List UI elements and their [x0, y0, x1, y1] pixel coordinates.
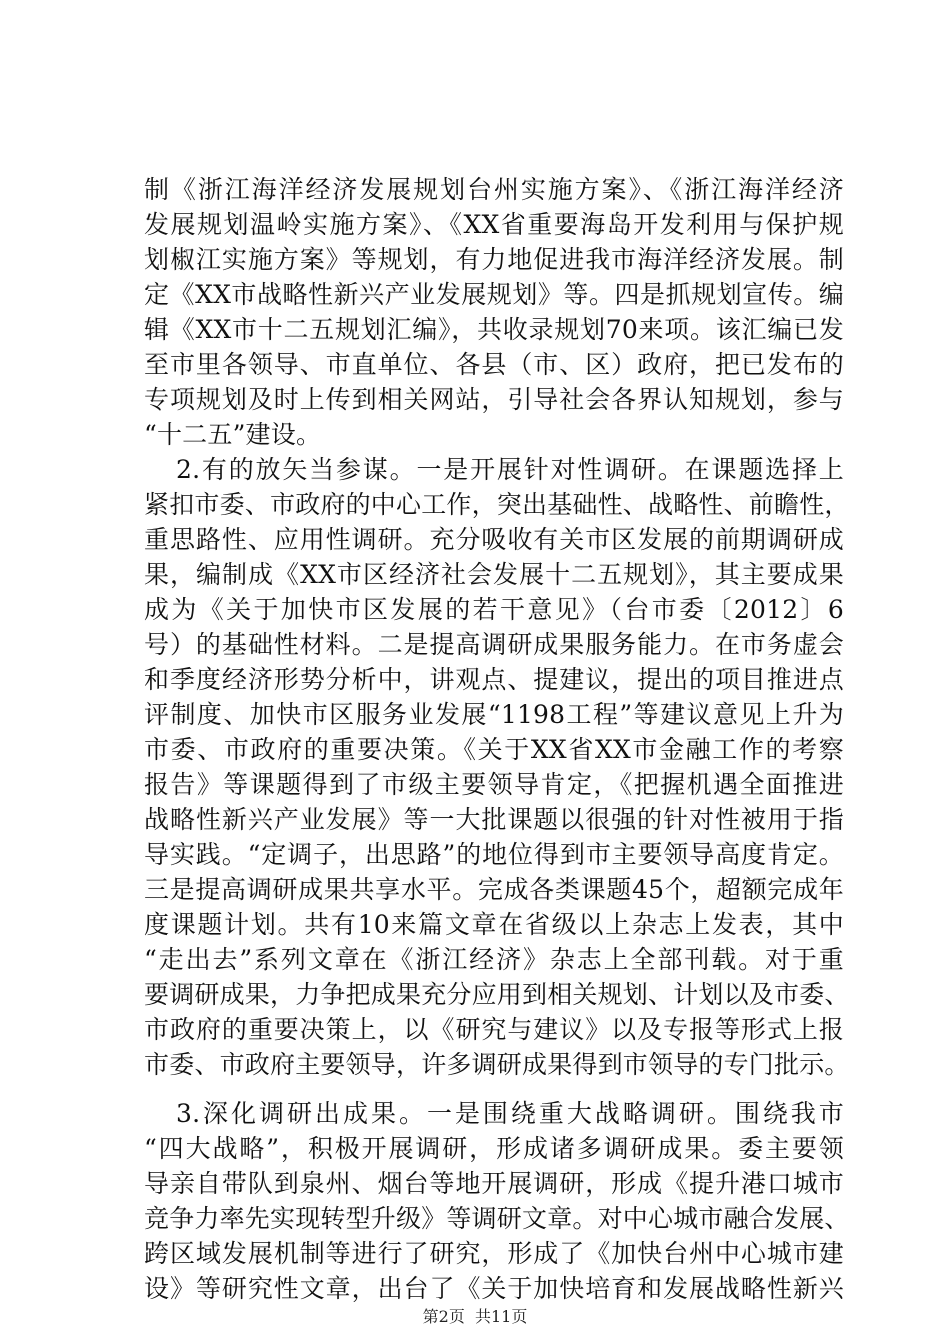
text-line: 辑《XX市十二五规划汇编》，共收录规划70来项。该汇编已发: [144, 315, 844, 344]
text-line: 设》等研究性文章，出台了《关于加快培育和发展战略性新兴: [144, 1274, 844, 1303]
text-line: 专项规划及时上传到相关网站，引导社会各界认知规划，参与: [144, 385, 844, 414]
text-line: 度课题计划。共有10来篇文章在省级以上杂志上发表，其中: [144, 910, 844, 939]
text-line: “四大战略”，积极开展调研，形成诸多调研成果。委主要领: [144, 1134, 844, 1163]
text-line: 成为《关于加快市区发展的若干意见》（台市委〔2012〕6: [144, 595, 844, 624]
text-line: 号）的基础性材料。二是提高调研成果服务能力。在市务虚会: [144, 630, 844, 659]
text-line: 战略性新兴产业发展》等一大批课题以很强的针对性被用于指: [144, 805, 844, 834]
text-line: 导亲自带队到泉州、烟台等地开展调研，形成《提升港口城市: [144, 1169, 844, 1198]
text-line: 市委、市政府主要领导，许多调研成果得到市领导的专门批示。: [144, 1050, 850, 1079]
text-line: “十二五”建设。: [144, 420, 322, 449]
text-line: 发展规划温岭实施方案》、《XX省重要海岛开发利用与保护规: [144, 210, 844, 239]
text-line: 跨区域发展机制等进行了研究，形成了《加快台州中心城市建: [144, 1239, 844, 1268]
text-line: 紧扣市委、市政府的中心工作，突出基础性、战略性、前瞻性，: [144, 490, 850, 519]
paragraph-heading-2: 2.有的放矢当参谋。一是开展针对性调研。在课题选择上: [176, 455, 844, 484]
text-line: 重思路性、应用性调研。充分吸收有关市区发展的前期调研成: [144, 525, 844, 554]
text-line: 要调研成果，力争把成果充分应用到相关规划、计划以及市委、: [144, 980, 850, 1009]
text-line: 至市里各领导、市直单位、各县（市、区）政府，把已发布的: [144, 350, 844, 379]
text-line: 报告》等课题得到了市级主要领导肯定，《把握机遇全面推进: [144, 770, 844, 799]
text-line: 评制度、加快市区服务业发展“1198工程”等建议意见上升为: [144, 700, 844, 729]
text-line: 导实践。“定调子，出思路”的地位得到市主要领导高度肯定。: [144, 840, 844, 869]
text-line: 划椒江实施方案》等规划，有力地促进我市海洋经济发展。制: [144, 245, 844, 274]
text-line: “走出去”系列文章在《浙江经济》杂志上全部刊载。对于重: [144, 945, 844, 974]
text-line: 竞争力率先实现转型升级》等调研文章。对中心城市融合发展、: [144, 1204, 850, 1233]
paragraph-heading-3: 3.深化调研出成果。一是围绕重大战略调研。围绕我市: [176, 1099, 844, 1128]
text-line: 市政府的重要决策上，以《研究与建议》以及专报等形式上报: [144, 1015, 844, 1044]
text-line: 定《XX市战略性新兴产业发展规划》等。四是抓规划宣传。编: [144, 280, 844, 309]
text-line: 市委、市政府的重要决策。《关于XX省XX市金融工作的考察: [144, 735, 844, 764]
page-footer: [0, 1306, 950, 1328]
text-line: 果，编制成《XX市区经济社会发展十二五规划》，其主要成果: [144, 560, 844, 589]
text-line: 和季度经济形势分析中，讲观点、提建议，提出的项目推进点: [144, 665, 844, 694]
text-line: 三是提高调研成果共享水平。完成各类课题45个，超额完成年: [144, 875, 844, 904]
page-number: 第2页 共11页: [422, 1307, 528, 1326]
text-line: 制《浙江海洋经济发展规划台州实施方案》、《浙江海洋经济: [144, 175, 844, 204]
